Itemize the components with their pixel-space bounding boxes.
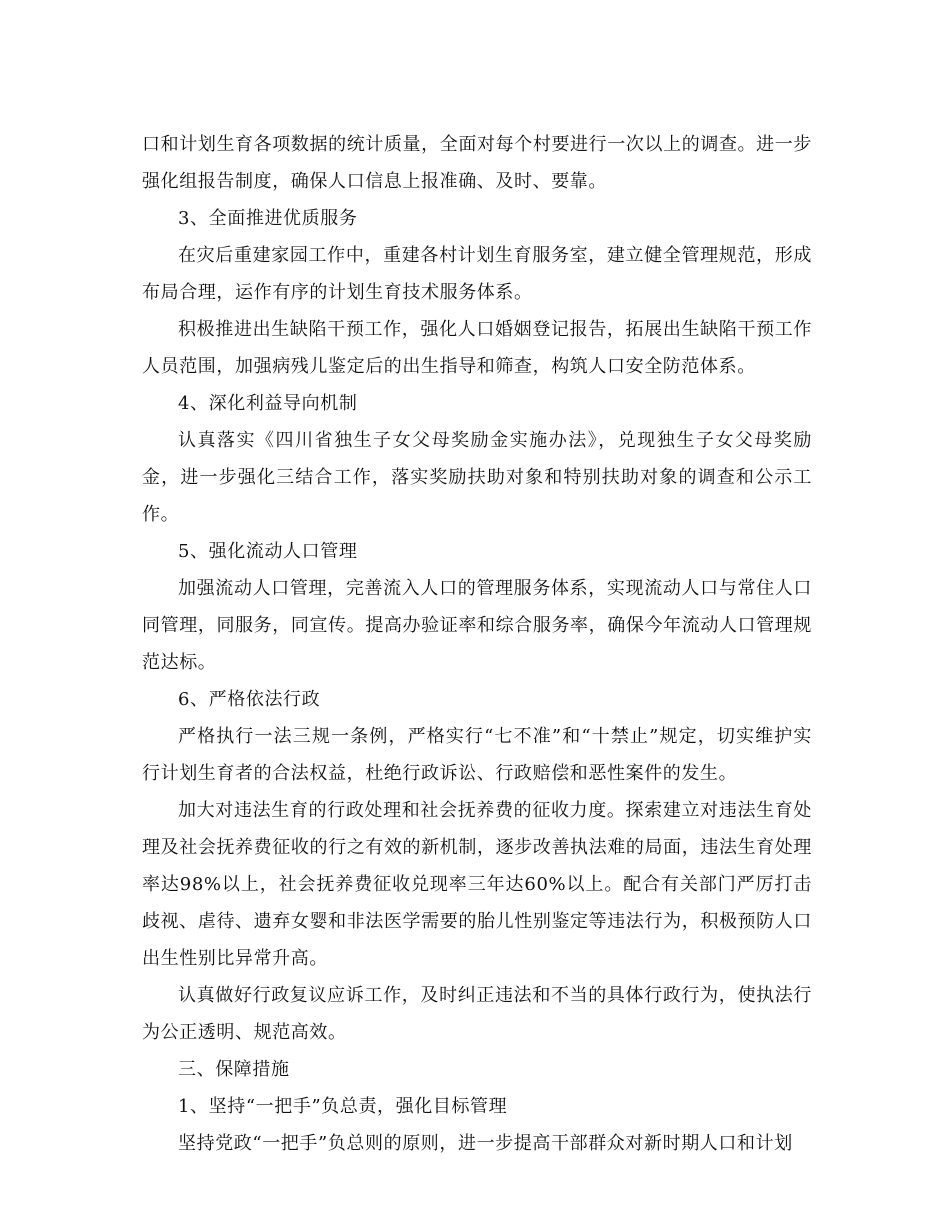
paragraph-10: 加大对违法生育的行政处理和社会抚养费的征收力度。探索建立对违法生育处理及社会抚养费征收的行之有效的新机制，逐步改善执法难的局面，违法生育处理率达98%以上，社会抚养费征收兑现率三年达60%以上。配合有关部门严厉打击歧视、虐待、遗弃女婴和非法医学需要的胎儿性别鉴定等违法行为，积极预防人口出生性别比异常升高。 xyxy=(142,800,812,969)
paragraph-14: 坚持党政“一把手”负总则的原则，进一步提高干部群众对新时期人口和计划 xyxy=(178,1133,793,1154)
document-body xyxy=(142,126,812,1162)
paragraph-0: 口和计划生育各项数据的统计质量，全面对每个村要进行一次以上的调查。进一步强化组报告制度，确保人口信息上报准确、及时、要靠。 xyxy=(142,134,812,192)
paragraph-7: 加强流动人口管理，完善流入人口的管理服务体系，实现流动人口与常住人口同管理，同服务，同宣传。提高办验证率和综合服务率，确保今年流动人口管理规范达标。 xyxy=(142,578,812,673)
section-heading-6: 6、严格依法行政 xyxy=(178,689,321,710)
section-heading-1: 1、坚持“一把手”负总责，强化目标管理 xyxy=(178,1096,508,1117)
chapter-heading-3: 三、保障措施 xyxy=(178,1059,290,1080)
paragraph-9: 严格执行一法三规一条例，严格实行“七不准”和“十禁止”规定，切实维护实行计划生育者的合法权益，杜绝行政诉讼、行政赔偿和恶性案件的发生。 xyxy=(142,726,812,784)
section-heading-5: 5、强化流动人口管理 xyxy=(178,541,358,562)
section-heading-3: 3、全面推进优质服务 xyxy=(178,208,358,229)
paragraph-11: 认真做好行政复议应诉工作，及时纠正违法和不当的具体行政行为，使执法行为公正透明、规范高效。 xyxy=(142,985,812,1043)
paragraph-2: 在灾后重建家园工作中，重建各村计划生育服务室，建立健全管理规范，形成布局合理，运作有序的计划生育技术服务体系。 xyxy=(142,245,812,303)
paragraph-5: 认真落实《四川省独生子女父母奖励金实施办法》，兑现独生子女父母奖励金，进一步强化三结合工作，落实奖励扶助对象和特别扶助对象的调查和公示工作。 xyxy=(142,430,812,525)
paragraph-3: 积极推进出生缺陷干预工作，强化人口婚姻登记报告，拓展出生缺陷干预工作人员范围，加强病残儿鉴定后的出生指导和筛查，构筑人口安全防范体系。 xyxy=(142,319,812,377)
section-heading-4: 4、深化利益导向机制 xyxy=(178,393,358,414)
